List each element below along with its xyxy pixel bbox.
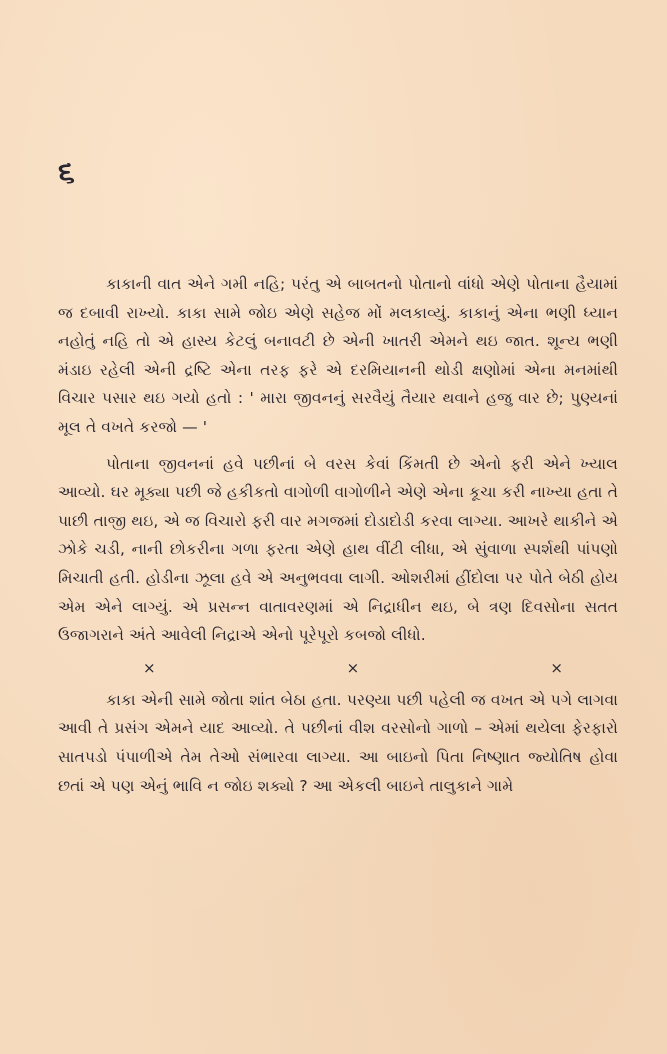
separator-mark: ×	[550, 658, 563, 677]
paragraph-3: કાકા એની સામે જોતા શાંત બેઠા હતા. પરણ્યા પછી પહેલી જ વખત એ પગે લાગવા આવી તે પ્રસંગ એમને યાદ આવ્યો. તે પછીનાં વીશ વરસોનો ગાળો – એમાં થયેલા ફેરફારો સાતપડો પંપાળીએ તેમ તેઓ સંભારવા લાગ્યા. આ બાઇનો પિતા નિષ્ણાત જ્યોતિષ હોવા છતાં એ પણ એનું ભાવિ ન જોઇ શક્યો ? આ એકલી બાઇને તાલુકાને ગામે	[58, 690, 618, 795]
body-text	[58, 270, 618, 808]
separator-mark: ×	[143, 658, 156, 677]
section-separator	[113, 658, 563, 678]
paragraph-2: પોતાના જીવનનાં હવે પછીનાં બે વરસ કેવાં કિંમતી છે એનો ફરી એને ખ્યાલ આવ્યો. ઘર મૂક્યા પછી જે હકીકતો વાગોળી વાગોળીને એણે એના કૂચા કરી નાખ્યા હતા તે પાછી તાજી થઇ, એ જ વિચારો ફરી વાર મગજમાં દોડાદોડી કરવા લાગ્યા. આખરે થાકીને એ ઝોકે ચડી, નાની છોકરીના ગળા ફરતા એણે હાથ વીંટી લીધા, એ સુંવાળા સ્પર્શથી પાંપણો મિચાતી હતી. હોડીના ઝૂલા હવે એ અનુભવવા લાગી. ઓશરીમાં હીંદોલા પર પોતે બેઠી હોય એમ એને લાગ્યું. એ પ્રસન્ન વાતાવરણમાં એ નિદ્રાધીન થઇ, બે ત્રણ દિવસોના સતત ઉજાગરાને અંતે આવેલી નિદ્રાએ એનો પૂરેપૂરો કબજો લીધો.	[58, 454, 618, 645]
paragraph-1: કાકાની વાત એને ગમી નહિ; પરંતુ એ બાબતનો પોતાનો વાંધો એણે પોતાના હૈયામાં જ દબાવી રાખ્યો. કાકા સામે જોઇ એણે સહેજ મોં મલકાવ્યું. કાકાનું એના ભણી ધ્યાન નહોતું નહિ તો એ હાસ્ય કેટલું બનાવટી છે એની ખાતરી એમને થઇ જાત. શૂન્ય ભણી મંડાઇ રહેલી એની દ્રષ્ટિ એના તરફ ફરે એ દરમિયાનની થોડી ક્ષણોમાં એના મનમાંથી વિચાર પસાર થઇ ગયો હતો : ' મારા જીવનનું સરવૈયું તૈયાર થવાને હજુ વાર છે; પુણ્યનાં મૂલ તે વખતે કરજો — '	[58, 275, 618, 436]
separator-mark: ×	[346, 658, 360, 677]
page-number: ૬	[58, 155, 75, 190]
